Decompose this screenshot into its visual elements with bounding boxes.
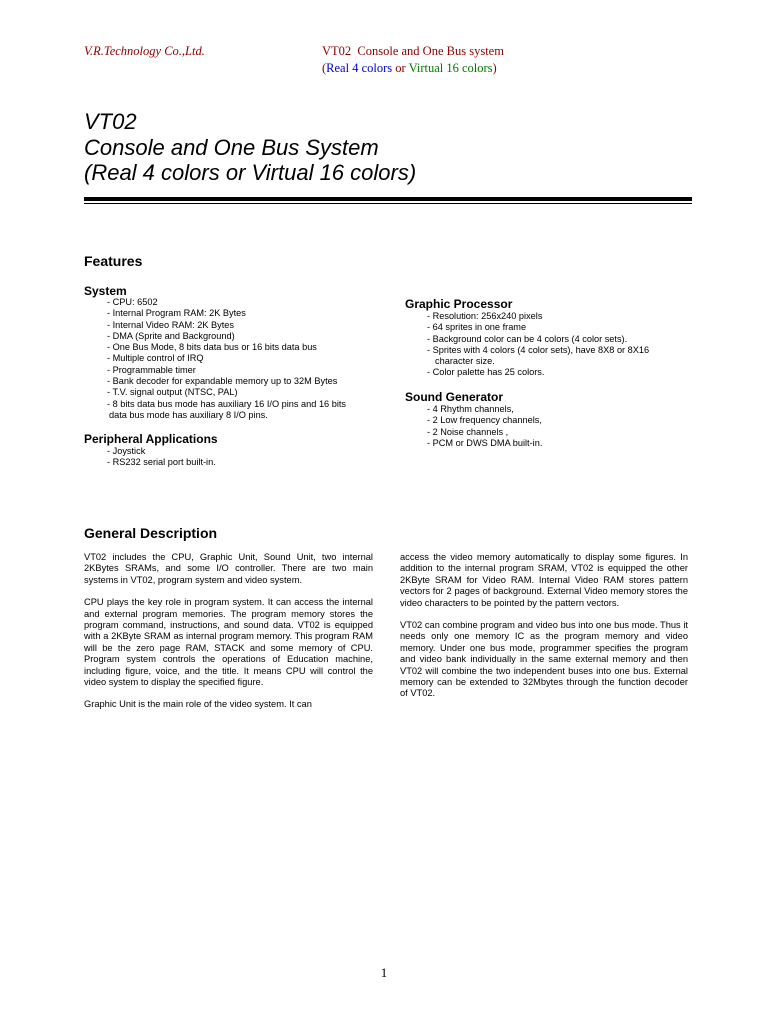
general-description-heading: General Description (84, 525, 218, 541)
list-item: - Color palette has 25 colors. (427, 367, 545, 378)
list-item: - T.V. signal output (NTSC, PAL) (107, 387, 238, 398)
sound-generator-list (427, 404, 542, 449)
list-item: - Sprites with 4 colors (4 color sets), have 8X8 or 8X16 (427, 344, 650, 355)
doc-title-line1: VT02 (84, 109, 137, 134)
page-number: 1 (380, 965, 388, 980)
paragraph: VT02 includes the CPU, Graphic Unit, Sound Unit, two internal 2KBytes SRAMs, and some I/O controller. There are two main systems in VT02, program system and video system. (84, 552, 373, 585)
list-item: - Multiple control of IRQ (107, 353, 204, 364)
list-item: - Resolution: 256x240 pixels (427, 311, 543, 321)
graphic-processor-list (427, 311, 649, 379)
title-rule-thick (84, 197, 692, 201)
list-item: - DMA (Sprite and Background) (107, 330, 235, 341)
paragraph: Graphic Unit is the main role of the video system. It can (84, 699, 312, 710)
general-description-left-column (84, 552, 373, 711)
header-subtitle (322, 61, 497, 76)
list-item: - Programmable timer (107, 364, 196, 375)
list-item: - 2 Low frequency channels, (427, 415, 542, 426)
graphic-processor-heading: Graphic Processor (405, 297, 513, 311)
list-item: - Internal Video RAM: 2K Bytes (107, 319, 234, 330)
sound-generator-heading: Sound Generator (405, 390, 504, 404)
list-item: - 64 sprites in one frame (427, 322, 527, 333)
title-rule-thin (84, 203, 692, 204)
list-item: - CPU: 6502 (107, 297, 158, 307)
header-doc-title: VT02 Console and One Bus system (322, 44, 504, 58)
header-subtitle-or: or (392, 61, 409, 75)
features-heading: Features (84, 253, 143, 269)
header-subtitle-virtual: Virtual 16 colors (408, 61, 493, 75)
paragraph: access the video memory automatically to display some figures. In addition to the internal program SRAM, VT02 is equipped the other 2KByte SRAM for Video RAM. Internal Video RAM stores pattern vectors for 2 pages of background. External Video memory stores the video characters to be pointed by the pattern vectors. (400, 552, 688, 608)
system-heading: System (84, 284, 127, 298)
list-item: - Bank decoder for expandable memory up to 32M Bytes (107, 376, 338, 387)
header-subtitle-open: ( (322, 61, 327, 75)
peripheral-heading: Peripheral Applications (84, 432, 218, 446)
list-item: - 4 Rhythm channels, (427, 404, 514, 414)
header-subtitle-real: Real 4 colors (326, 61, 393, 75)
list-item: character size. (435, 356, 495, 367)
doc-title-line3: (Real 4 colors or Virtual 16 colors) (84, 160, 417, 185)
header-company: V.R.Technology Co.,Ltd. (84, 44, 205, 58)
list-item: - PCM or DWS DMA built-in. (427, 437, 543, 448)
list-item: - 8 bits data bus mode has auxiliary 16 I/O pins and 16 bits (107, 398, 347, 409)
general-description-right-column (400, 552, 688, 700)
paragraph: VT02 can combine program and video bus into one bus mode. Thus it needs only one memory IC as the program memory and video memory. Under one bus mode, programmer specifies the program and video bank individually in the same external memory and then VT02 will combine the two independent buses into one bus. External memory can be extended to 32Mbytes through the function decoder of VT02. (400, 620, 688, 699)
list-item: data bus mode has auxiliary 8 I/O pins. (109, 409, 268, 420)
peripheral-list (107, 446, 216, 469)
list-item: - 2 Noise channels , (427, 426, 509, 437)
list-item: - One Bus Mode, 8 bits data bus or 16 bits data bus (107, 342, 317, 353)
list-item: - Joystick (107, 446, 146, 456)
list-item: - Background color can be 4 colors (4 color sets). (427, 333, 628, 344)
doc-title-line2: Console and One Bus System (84, 135, 379, 160)
list-item: - RS232 serial port built-in. (107, 457, 216, 468)
paragraph: CPU plays the key role in program system. It can access the internal and external program memories. The program memory stores the program command, instructions, and sound data. VT02 is equipped with a 2KByte SRAM as internal program memory. This program RAM will be the zero page RAM, STACK and some memory of CPU. Program system controls the operations of Education machine, including figure, voice, and the title. It means CPU will control the video system to display the specified figure. (84, 597, 373, 688)
header-subtitle-close: ) (492, 61, 497, 75)
list-item: - Internal Program RAM: 2K Bytes (107, 308, 246, 319)
system-list (107, 297, 346, 421)
